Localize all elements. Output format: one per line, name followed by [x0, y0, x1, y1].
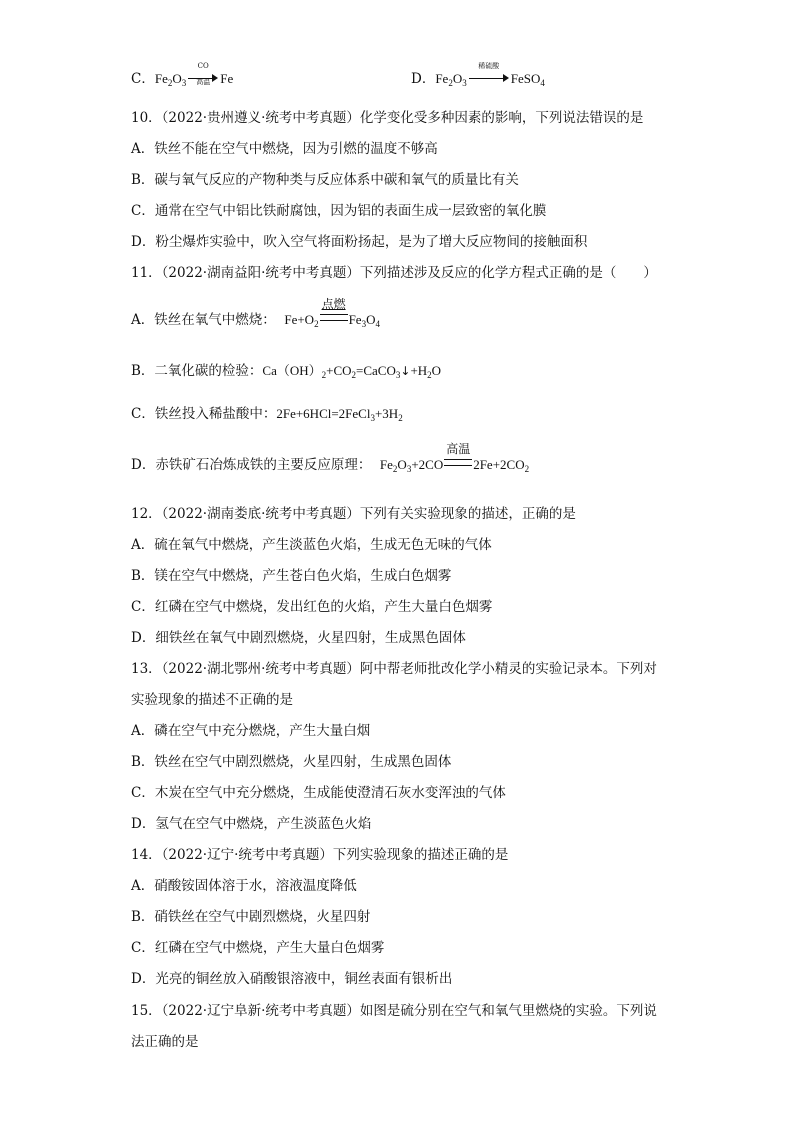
q14-option-a: A．硝酸铵固体溶于水，溶液温度降低 [131, 878, 357, 894]
q15-stem-line2: 法正确的是 [131, 1034, 199, 1050]
q14-option-c: C．红磷在空气中燃烧，产生大量白色烟雾 [131, 940, 385, 956]
q11-option-c: C．铁丝投入稀盐酸中：$2Fe+6HCl=2FeCl_3+3H_2$ [131, 406, 403, 423]
reaction-condition: 点燃 [320, 311, 348, 329]
q13-option-d: D．氢气在空气中燃烧，产生淡蓝色火焰 [131, 816, 372, 832]
q10-stem: 10．（2022·贵州遵义·统考中考真题）化学变化受多种因素的影响，下列说法错误的是 [131, 110, 644, 126]
q9-option-c: C．$Fe_2O_3$ CO 高温 Fe [131, 62, 234, 88]
q12-option-b: B．镁在空气中燃烧，产生苍白色火焰，生成白色烟雾 [131, 568, 452, 584]
q9-option-d: D．$Fe_2O_3$ 稀硫酸 FeSO$_4$ [411, 62, 545, 88]
option-label: D． [411, 71, 436, 87]
reaction-arrow: CO 高温 [188, 70, 218, 88]
q13-stem-line1: 13．（2022·湖北鄂州·统考中考真题）阿中帮老师批改化学小精灵的实验记录本。下列对 [131, 661, 657, 677]
q10-option-a: A．铁丝不能在空气中燃烧，因为引燃的温度不够高 [131, 141, 438, 157]
q10-option-b: B．碳与氧气反应的产物种类与反应体系中碳和氧气的质量比有关 [131, 172, 519, 188]
q11-option-a: A．铁丝在氧气中燃烧： $Fe+O_2$ 点燃 $Fe_3O_4$ [131, 297, 380, 329]
q13-stem-line2: 实验现象的描述不正确的是 [131, 692, 293, 708]
q14-stem: 14．（2022·辽宁·统考中考真题）下列实验现象的描述正确的是 [131, 847, 509, 863]
q13-option-a: A．磷在空气中充分燃烧，产生大量白烟 [131, 723, 371, 739]
reaction-condition: 高温 [444, 456, 472, 474]
q12-option-d: D．细铁丝在氧气中剧烈燃烧，火星四射，生成黑色固体 [131, 630, 466, 646]
q10-option-d: D．粉尘爆炸实验中，吹入空气将面粉扬起，是为了增大反应物间的接触面积 [131, 234, 588, 250]
q13-option-b: B．铁丝在空气中剧烈燃烧，火星四射，生成黑色固体 [131, 754, 452, 770]
q12-option-a: A．硫在氧气中燃烧，产生淡蓝色火焰，生成无色无味的气体 [131, 537, 492, 553]
q11-option-b: B．二氧化碳的检验：$Ca(OH)_2+CO_2=CaCO_3↓+H_2O$ [131, 363, 442, 380]
q12-stem: 12．（2022·湖南娄底·统考中考真题）下列有关实验现象的描述，正确的是 [131, 506, 576, 522]
q11-stem: 11．（2022·湖南益阳·统考中考真题）下列描述涉及反应的化学方程式正确的是（ ） [131, 265, 657, 281]
q15-stem-line1: 15．（2022·辽宁阜新·统考中考真题）如图是硫分别在空气和氧气里燃烧的实验。下列说 [131, 1003, 657, 1019]
q10-option-c: C．通常在空气中铝比铁耐腐蚀，因为铝的表面生成一层致密的氧化膜 [131, 203, 547, 219]
q14-option-b: B．硝铁丝在空气中剧烈燃烧，火星四射 [131, 909, 371, 925]
q12-option-c: C．红磷在空气中燃烧，发出红色的火焰，产生大量白色烟雾 [131, 599, 493, 615]
q14-option-d: D．光亮的铜丝放入硝酸银溶液中，铜丝表面有银析出 [131, 971, 453, 987]
q13-option-c: C．木炭在空气中充分燃烧，生成能使澄清石灰水变浑浊的气体 [131, 785, 506, 801]
q11-option-d: D．赤铁矿石冶炼成铁的主要反应原理： $Fe_2O_3+2CO$ 高温 $2Fe+2CO_2$ [131, 442, 530, 474]
reaction-arrow: 稀硫酸 [469, 70, 509, 88]
option-label: C． [131, 71, 155, 87]
